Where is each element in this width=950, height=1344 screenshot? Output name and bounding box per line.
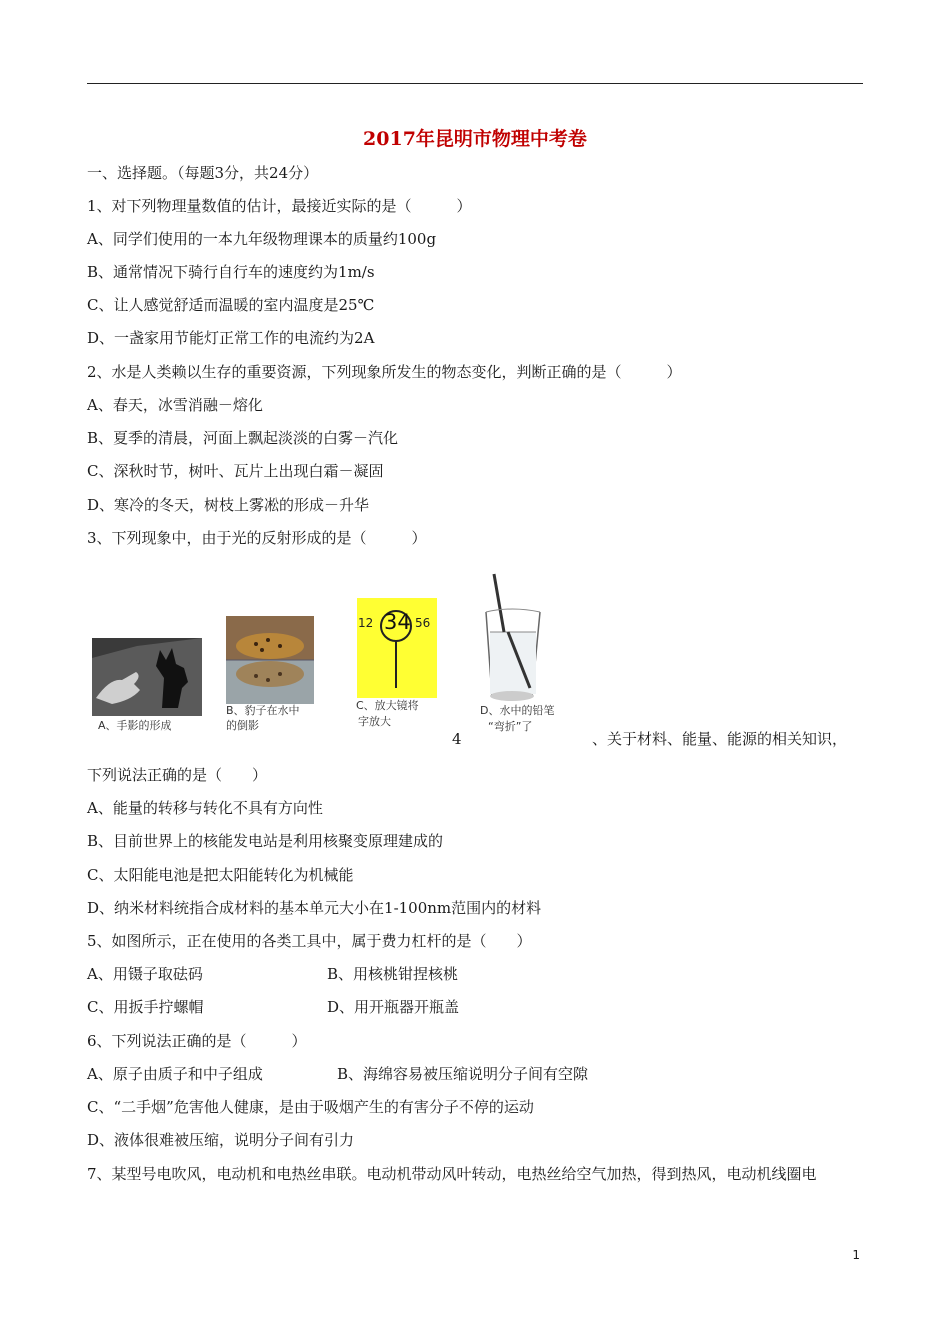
question-4-option-b: B、目前世界上的核能发电站是利用核聚变原理建成的 xyxy=(87,832,444,850)
question-5-row-2 xyxy=(87,996,507,1018)
question-1-option-a: A、同学们使用的一本九年级物理课本的质量约100g xyxy=(87,230,437,248)
figure-b-caption-line1: B、豹子在水中 xyxy=(226,704,300,717)
question-3-stem: 3、下列现象中，由于光的反射形成的是（ ） xyxy=(87,529,427,547)
header-rule xyxy=(87,83,863,84)
question-1-stem: 1、对下列物理量数值的估计，最接近实际的是（ ） xyxy=(87,197,472,215)
question-2-option-a: A、春天，冰雪消融－熔化 xyxy=(87,396,263,414)
page-title: 2017年昆明市物理中考卷 xyxy=(363,128,587,150)
figure-c-caption-line2: 字放大 xyxy=(358,715,391,728)
question-2-option-b: B、夏季的清晨，河面上飘起淡淡的白雾－汽化 xyxy=(87,429,399,447)
question-4-stem-line2: 下列说法正确的是（ ） xyxy=(87,766,268,784)
question-4-option-d: D、纳米材料统指合成材料的基本单元大小在1-100nm范围内的材料 xyxy=(87,899,542,917)
sign-text-magnified: 34 xyxy=(384,610,411,634)
question-5-option-b: B、用核桃钳捏核桃 xyxy=(327,965,459,983)
question-5-stem: 5、如图所示，正在使用的各类工具中，属于费力杠杆的是（ ） xyxy=(87,932,532,950)
page-number: 1 xyxy=(852,1248,860,1262)
question-6-option-b: B、海绵容易被压缩说明分子间有空隙 xyxy=(337,1065,589,1083)
hand-shadow-image xyxy=(92,638,202,716)
question-5-option-c: C、用扳手拧螺帽 xyxy=(87,998,204,1016)
question-2-option-d: D、寒冷的冬天，树枝上雾凇的形成－升华 xyxy=(87,496,370,514)
figure-c-caption-line1: C、放大镜将 xyxy=(356,699,419,712)
question-6-option-c: C、“二手烟”危害他人健康，是由于吸烟产生的有害分子不停的运动 xyxy=(87,1098,534,1116)
question-1-option-b: B、通常情况下骑行自行车的速度约为1m/s xyxy=(87,263,375,281)
question-4-option-a: A、能量的转移与转化不具有方向性 xyxy=(87,799,323,817)
question-4-option-c: C、太阳能电池是把太阳能转化为机械能 xyxy=(87,866,354,884)
section-heading: 一、选择题。（每题3分，共24分） xyxy=(87,164,319,182)
figure-a-caption: A、手影的形成 xyxy=(98,719,172,732)
figure-d-caption-line2: “弯折”了 xyxy=(488,720,533,733)
leopard-reflection-image xyxy=(226,616,314,704)
question-2-stem: 2、水是人类赖以生存的重要资源，下列现象所发生的物态变化，判断正确的是（ ） xyxy=(87,363,682,381)
question-4-number: 4 xyxy=(452,730,462,748)
question-5-row-1 xyxy=(87,963,507,985)
question-6-option-d: D、液体很难被压缩，说明分子间有引力 xyxy=(87,1131,355,1149)
question-5-option-d: D、用开瓶器开瓶盖 xyxy=(327,998,460,1016)
figure-d-caption-line1: D、水中的铅笔 xyxy=(480,704,555,717)
question-1-option-c: C、让人感觉舒适而温暖的室内温度是25℃ xyxy=(87,296,375,314)
question-6-row-1 xyxy=(87,1063,647,1085)
sign-text-left: 12 xyxy=(358,616,374,630)
question-6-option-a: A、原子由质子和中子组成 xyxy=(87,1065,263,1083)
figure-b-caption-line2: 的倒影 xyxy=(226,719,259,732)
question-3-figures xyxy=(92,572,555,742)
question-4-stem-tail: 、关于材料、能量、能源的相关知识， xyxy=(592,730,848,748)
question-5-option-a: A、用镊子取砝码 xyxy=(87,965,203,983)
question-2-option-c: C、深秋时节，树叶、瓦片上出现白霜－凝固 xyxy=(87,462,384,480)
question-7-stem: 7、某型号电吹风，电动机和电热丝串联。电动机带动风叶转动，电热丝给空气加热，得到热风，电动机线圈电 xyxy=(87,1165,817,1183)
question-1-option-d: D、一盏家用节能灯正常工作的电流约为2A xyxy=(87,329,375,347)
sign-text-right: 56 xyxy=(415,616,431,630)
question-6-stem: 6、下列说法正确的是（ ） xyxy=(87,1032,307,1050)
pencil-in-water-image xyxy=(480,572,550,706)
